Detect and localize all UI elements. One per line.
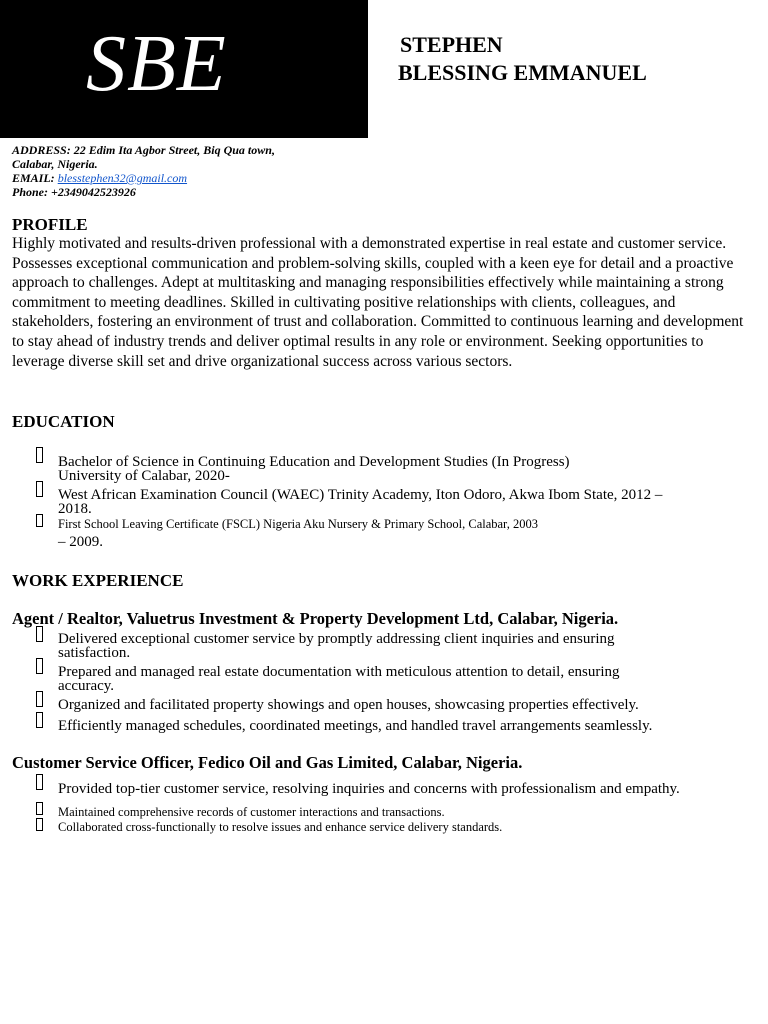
- education-bullet-icon: [36, 514, 43, 532]
- name-first: STEPHEN: [400, 32, 503, 57]
- education-item-1-line-1: Bachelor of Science in Continuing Education and Development Studies (In Progress): [58, 454, 570, 470]
- job-1-bullet-4: Efficiently managed schedules, coordinated meetings, and handled travel arrangements seamlessly.: [58, 718, 653, 734]
- education-item-2-line-2: 2018.: [58, 501, 92, 517]
- contact-block: [12, 143, 352, 199]
- job-1-bullet-1-line-2: satisfaction.: [58, 645, 131, 661]
- email-link[interactable]: blesstephen32@gmail.com: [57, 171, 188, 185]
- phone-line: Phone: +2349042523926: [12, 185, 136, 199]
- job-bullet-icon: [36, 691, 43, 712]
- job-bullet-icon: [36, 818, 43, 836]
- name-rest: BLESSING EMMANUEL: [398, 60, 647, 85]
- logo-block: [0, 0, 368, 138]
- profile-heading: PROFILE: [12, 215, 88, 234]
- address-line-2: Calabar, Nigeria.: [12, 157, 98, 171]
- job-bullet-icon: [36, 774, 43, 795]
- education-bullet-icon: [36, 481, 43, 502]
- work-heading: WORK EXPERIENCE: [12, 571, 184, 590]
- job-1-bullet-2-line-2: accuracy.: [58, 678, 115, 694]
- education-item-1-line-2: University of Calabar, 2020-: [58, 468, 230, 484]
- education-item-3-line-1: First School Leaving Certificate (FSCL) Nigeria Aku Nursery & Primary School, Calabar, 2003: [58, 517, 538, 531]
- job-2-bullet-2: Maintained comprehensive records of customer interactions and transactions.: [58, 805, 445, 819]
- job-1-bullet-3: Organized and facilitated property showings and open houses, showcasing properties effectively.: [58, 697, 639, 713]
- education-item-2-line-1: West African Examination Council (WAEC) Trinity Academy, Iton Odoro, Akwa Ibom State, 2012 –: [58, 487, 663, 503]
- job-1-bullet-1-line-1: Delivered exceptional customer service by promptly addressing client inquiries and ensuring: [58, 631, 615, 647]
- education-item-3-line-2: – 2009.: [58, 534, 103, 550]
- job-2-bullet-3: Collaborated cross-functionally to resolve issues and enhance service delivery standards.: [58, 820, 503, 834]
- email-row: [12, 171, 352, 185]
- job-1-bullet-2-line-1: Prepared and managed real estate documentation with meticulous attention to detail, ensuring: [58, 664, 620, 680]
- email-label: EMAIL:: [12, 171, 55, 185]
- job-bullet-icon: [36, 658, 43, 679]
- logo-initials: SBE: [86, 20, 227, 108]
- job-1-title: Agent / Realtor, Valuetrus Investment & Property Development Ltd, Calabar, Nigeria.: [12, 609, 619, 628]
- address-line-1: ADDRESS: 22 Edim Ita Agbor Street, Biq Qua town,: [12, 143, 275, 157]
- education-bullet-icon: [36, 447, 43, 468]
- profile-text: Highly motivated and results-driven professional with a demonstrated expertise in real estate and customer service. Possesses exceptional communication and problem-solving skills, coupled with a keen eye for detail and a proactive approach to challenges. Adept at multitasking and managing responsibilities effectively while maintaining a strong commitment to meeting deadlines. Skilled in cultivating positive relationships with clients, colleagues, and stakeholders, fostering an environment of trust and collaboration. Committed to continuous learning and development to stay ahead of industry trends and deliver optimal results in any role or environment. Seeking opportunities to leverage diverse skill set and drive organizational success across various sectors.: [12, 235, 744, 370]
- job-2-title: Customer Service Officer, Fedico Oil and Gas Limited, Calabar, Nigeria.: [12, 753, 523, 772]
- job-bullet-icon: [36, 712, 43, 733]
- job-bullet-icon: [36, 626, 43, 647]
- job-2-bullet-1: Provided top-tier customer service, resolving inquiries and concerns with professionalism and empathy.: [58, 781, 680, 797]
- education-heading: EDUCATION: [12, 412, 115, 431]
